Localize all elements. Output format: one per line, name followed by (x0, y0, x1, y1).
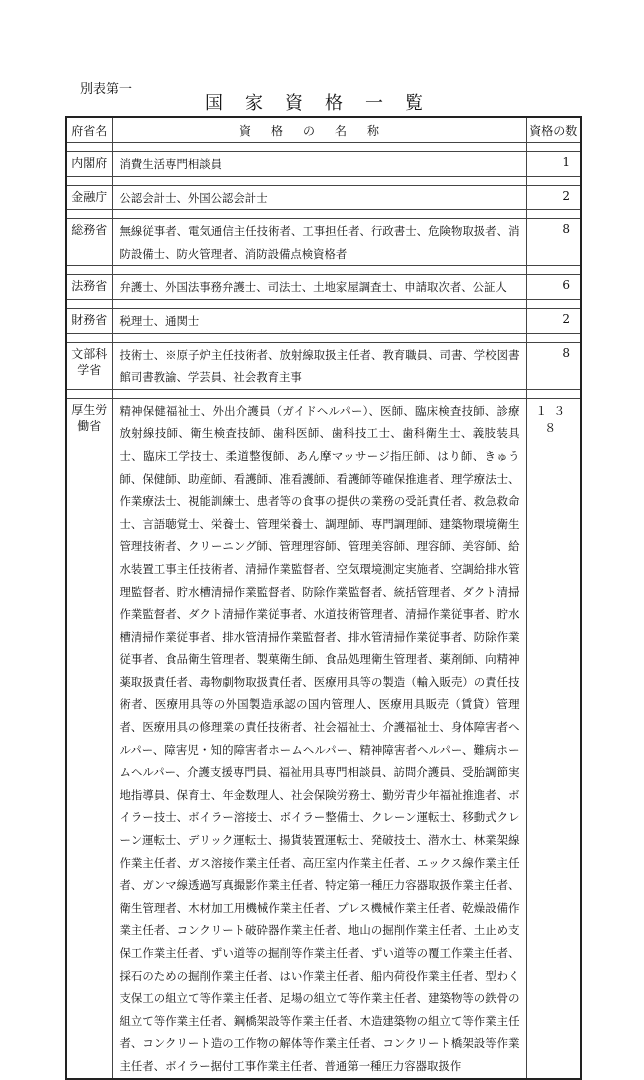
table-row (66, 185, 581, 210)
count-cell: １３８ (526, 398, 581, 1078)
page-title: 国家資格一覧 (205, 93, 445, 114)
count-cell: 8 (526, 219, 581, 266)
count-cell: 1 (526, 152, 581, 177)
ministry-cell: 金融庁 (66, 185, 112, 210)
ministry-cell: 財務省 (66, 308, 112, 333)
count-cell: 8 (526, 342, 581, 389)
table-row (66, 308, 581, 333)
column-header-name: 資格の名称 (112, 117, 526, 143)
table-row (66, 342, 581, 389)
ministry-cell: 法務省 (66, 275, 112, 300)
ministry-cell: 総務省 (66, 219, 112, 266)
column-header-ministry: 府省名 (66, 117, 112, 143)
table-row (66, 398, 581, 1078)
qualification-names-cell: 公認会計士、外国公認会計士 (112, 185, 526, 210)
column-header-count: 資格の数 (526, 117, 581, 143)
qualification-names-cell: 弁護士、外国法事務弁護士、司法士、土地家屋調査士、申請取次者、公証人 (112, 275, 526, 300)
table-row (66, 219, 581, 266)
qualification-names-cell: 技術士、※原子炉主任技術者、放射線取扱主任者、教育職員、司書、学校図書館司書教諭、学芸員、社会教育主事 (112, 342, 526, 389)
table-header-row (66, 117, 581, 143)
count-cell: 2 (526, 185, 581, 210)
table-row (66, 152, 581, 177)
ministry-cell: 厚生労働省 (66, 398, 112, 1078)
table-row (66, 275, 581, 300)
appendix-label: 別表第一 (80, 82, 133, 97)
ministry-cell: 文部科学省 (66, 342, 112, 389)
count-cell: 2 (526, 308, 581, 333)
qualification-names-cell: 無線従事者、電気通信主任技術者、工事担任者、行政書士、危険物取扱者、消防設備士、防火管理者、消防設備点検資格者 (112, 219, 526, 266)
qualification-names-cell: 税理士、通関士 (112, 308, 526, 333)
count-cell: 6 (526, 275, 581, 300)
qualifications-table (65, 116, 582, 1080)
qualification-names-cell: 消費生活専門相談員 (112, 152, 526, 177)
ministry-cell: 内閣府 (66, 152, 112, 177)
qualification-names-cell: 精神保健福祉士、外出介護員（ガイドヘルパー）、医師、臨床検査技師、診療放射線技師、衛生検査技師、歯科医師、歯科技工士、歯科衛生士、義肢装具士、臨床工学技士、柔道整復師、あん摩マッサージ指圧師、はり師、きゅう師、保健師、助産師、看護師、准看護師、看護師等確保推進者、理学療法士、作業療法士、視能訓練士、患者等の食事の提供の業務の受託責任者、救急救命士、言語聴覚士、栄養士、管理栄養士、調理師、専門調理師、建築物環境衛生管理技術者、クリーニング師、管理理容師、管理美容師、理容師、美容師、給水装置工事主任技術者、清掃作業監督者、空気環境測定実施者、空調給排水管理監督者、貯水槽清掃作業監督者、防除作業監督者、統括管理者、ダクト清掃作業監督者、ダクト清掃作業従事者、水道技術管理者、清掃作業従事者、貯水槽清掃作業従事者、排水管清掃作業監督者、排水管清掃作業従事者、防除作業従事者、食品衛生管理者、製菓衛生師、食品処理衛生管理者、薬剤師、向精神薬取扱責任者、毒物劇物取扱責任者、医療用具等の製造（輸入販売）の責任技術者、医療用具等の外国製造承認の国内管理人、医療用具販売（賃貸）管理者、医療用具の修理業の責任技術者、社会福祉士、介護福祉士、身体障害者ヘルパー、障害児・知的障害者ホームヘルパー、精神障害者ヘルパー、難病ホームヘルパー、介護支援専門員、福祉用具専門相談員、訪問介護員、受胎調節実地指導員、保育士、年金数理人、社会保険労務士、勤労青少年福祉推進者、ボイラー技士、ボイラー溶接士、ボイラー整備士、クレーン運転士、移動式クレーン運転士、デリック運転士、揚貨装置運転士、発破技士、潜水士、林業架線作業主任者、ガス溶接作業主任者、高圧室内作業主任者、エックス線作業主任者、ガンマ線透過写真撮影作業主任者、特定第一種圧力容器取扱作業主任者、衛生管理者、木材加工用機械作業主任者、プレス機械作業主任者、乾燥設備作業主任者、コンクリート破砕器作業主任者、地山の掘削作業主任者、土止め支保工作業主任者、ずい道等の掘削等作業主任者、ずい道等の覆工作業主任者、採石のための掘削作業主任者、はい作業主任者、船内荷役作業主任者、型わく支保工の組立て等作業主任者、足場の組立て等作業主任者、建築物等の鉄骨の組立て等作業主任者、鋼橋架設等作業主任者、木造建築物の組立て等作業主任者、コンクリート造の工作物の解体等作業主任者、コンクリート橋架設等作業主任者、ボイラー据付工事作業主任者、普通第一種圧力容器取扱作 (112, 398, 526, 1078)
